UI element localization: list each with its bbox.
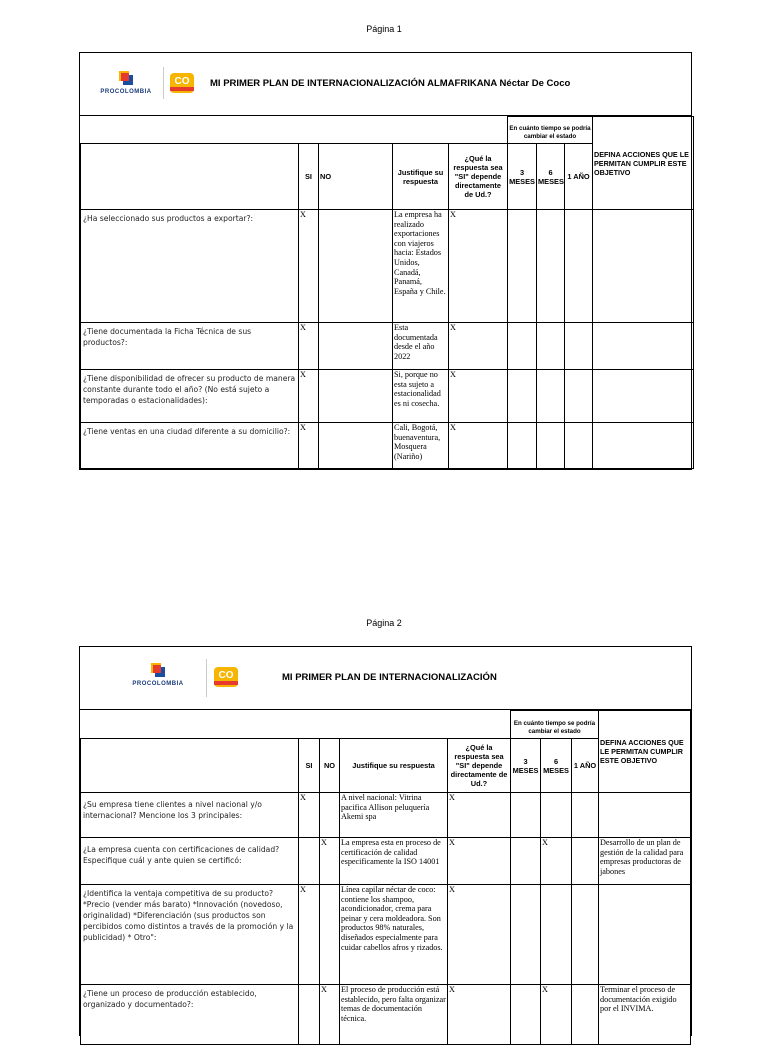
procolombia-logo: PROCOLOMBIA: [128, 663, 188, 687]
1-year-header: 1 AÑO: [565, 144, 593, 210]
depends-header: ¿Qué la respuesta sea "SI" depende directamente de Ud.?: [449, 144, 508, 210]
question-cell: ¿Identifica la ventaja competitiva de su producto? *Precio (vender más barato) *Innovación (novedoso, originalidad) *Diferenciación (sus productos son percibidos como distintos a través de la promoción y la publicidad) * Otro":: [81, 885, 299, 985]
depends-cell: X: [448, 793, 511, 838]
sheet-header: [80, 53, 691, 116]
page-title: MI PRIMER PLAN DE INTERNACIONALIZACIÓN ALMAFRIKANA Néctar De Coco: [210, 78, 571, 89]
depends-cell: X: [448, 838, 511, 885]
depends-header: ¿Qué la respuesta sea "SI" depende directamente de Ud.?: [448, 739, 511, 793]
plan-table: [80, 116, 694, 469]
depends-cell: X: [449, 423, 508, 469]
table-row: [81, 323, 694, 370]
depends-cell: X: [448, 985, 511, 1045]
no-cell: X: [320, 985, 340, 1045]
3-months-cell: [508, 210, 537, 323]
plan-table: [80, 710, 691, 1045]
si-cell: X: [299, 885, 320, 985]
actions-cell: [599, 793, 691, 838]
si-cell: [299, 985, 320, 1045]
3-months-cell: [508, 423, 537, 469]
page-label: Página 2: [366, 618, 402, 628]
3-months-cell: [508, 370, 537, 423]
6-months-cell: [541, 793, 572, 838]
1-year-header: 1 AÑO: [572, 739, 599, 793]
justify-cell: El proceso de producción está establecido, pero falta organizar temas de documentación técnica.: [340, 985, 448, 1045]
depends-cell: X: [449, 210, 508, 323]
1-year-cell: [572, 985, 599, 1045]
question-cell: ¿Tiene documentada la Ficha Técnica de sus productos?:: [81, 323, 299, 370]
justify-cell: La empresa esta en proceso de certificación de calidad especificamente la ISO 14001: [340, 838, 448, 885]
actions-header: DEFINA ACCIONES QUE LE PERMITAN CUMPLIR ESTE OBJETIVO: [593, 117, 694, 210]
no-cell: [319, 423, 393, 469]
time-group-header: En cuánto tiempo se podría cambiar el estado: [508, 117, 593, 144]
no-cell: [320, 885, 340, 985]
table-row: [81, 985, 691, 1045]
justify-cell: La empresa ha realizado exportaciones con viajeros hacia: Estados Unidos, Canadá, Panamá, España y Chile.: [393, 210, 449, 323]
no-cell: [319, 370, 393, 423]
plan-sheet: [79, 646, 692, 1036]
actions-cell: Desarrollo de un plan de gestión de la calidad para empresas productoras de jabones: [599, 838, 691, 885]
procolombia-logo: PROCOLOMBIA: [96, 71, 156, 95]
no-cell: [320, 793, 340, 838]
actions-cell: [593, 370, 694, 423]
table-row: [81, 885, 691, 985]
6-months-cell: [537, 370, 565, 423]
no-header: NO: [319, 144, 393, 210]
1-year-cell: [565, 370, 593, 423]
table-row: [81, 370, 694, 423]
table-row: [81, 423, 694, 469]
3-months-header: 3 MESES: [508, 144, 537, 210]
3-months-cell: [511, 793, 541, 838]
justify-header: Justifique su respuesta: [340, 739, 448, 793]
1-year-cell: [572, 838, 599, 885]
3-months-header: 3 MESES: [511, 739, 541, 793]
question-cell: ¿Tiene un proceso de producción establecido, organizado y documentado?:: [81, 985, 299, 1045]
si-cell: X: [299, 323, 319, 370]
no-cell: [319, 323, 393, 370]
6-months-cell: X: [541, 985, 572, 1045]
table-row: [81, 838, 691, 885]
actions-cell: Terminar el proceso de documentación exigido por el INVIMA.: [599, 985, 691, 1045]
justify-cell: Si, porque no esta sujeto a estacionalidad es ni cosecha.: [393, 370, 449, 423]
question-cell: ¿Tiene ventas en una ciudad diferente a su domicilio?:: [81, 423, 299, 469]
6-months-header: 6 MESES: [541, 739, 572, 793]
si-cell: X: [299, 370, 319, 423]
si-cell: X: [299, 210, 319, 323]
sheet-header: [80, 647, 691, 710]
3-months-cell: [511, 838, 541, 885]
3-months-cell: [508, 323, 537, 370]
page-title: MI PRIMER PLAN DE INTERNACIONALIZACIÓN: [282, 672, 497, 683]
6-months-cell: [537, 323, 565, 370]
no-header: NO: [320, 739, 340, 793]
si-header: SI: [299, 144, 319, 210]
question-cell: ¿Ha seleccionado sus productos a exportar?:: [81, 210, 299, 323]
actions-header: DEFINA ACCIONES QUE LE PERMITAN CUMPLIR ESTE OBJETIVO: [599, 711, 691, 793]
table-row: [81, 210, 694, 323]
actions-cell: [593, 210, 694, 323]
1-year-cell: [572, 793, 599, 838]
si-cell: [299, 838, 320, 885]
colombia-co-logo: CO: [170, 73, 194, 93]
justify-cell: Cali, Bogotá, buenaventura, Mosquera (Nariño): [393, 423, 449, 469]
justify-cell: Esta documentada desde el año 2022: [393, 323, 449, 370]
si-cell: X: [299, 423, 319, 469]
3-months-cell: [511, 885, 541, 985]
6-months-cell: [537, 423, 565, 469]
page-label: Página 1: [366, 24, 402, 34]
actions-cell: [593, 423, 694, 469]
colombia-co-logo: CO: [214, 667, 238, 687]
1-year-cell: [572, 885, 599, 985]
no-cell: X: [320, 838, 340, 885]
table-row: [81, 793, 691, 838]
1-year-cell: [565, 423, 593, 469]
si-header: SI: [299, 739, 320, 793]
question-cell: ¿La empresa cuenta con certificaciones de calidad? Especifique cuál y ante quien se certificó:: [81, 838, 299, 885]
si-cell: X: [299, 793, 320, 838]
justify-header: Justifique su respuesta: [393, 144, 449, 210]
6-months-cell: X: [541, 838, 572, 885]
6-months-cell: [541, 885, 572, 985]
1-year-cell: [565, 210, 593, 323]
plan-sheet: [79, 52, 692, 470]
depends-cell: X: [449, 370, 508, 423]
1-year-cell: [565, 323, 593, 370]
justify-cell: Línea capilar néctar de coco: contiene los shampoo, acondicionador, crema para peinar y cera moldeadora. Son productos 98% naturales, diseñados especialmente para cuidar cabellos afros y rizados.: [340, 885, 448, 985]
6-months-header: 6 MESES: [537, 144, 565, 210]
question-cell: ¿Tiene disponibilidad de ofrecer su producto de manera constante durante todo el año? (No está sujeto a temporadas o estacionalidades):: [81, 370, 299, 423]
actions-cell: [599, 885, 691, 985]
actions-cell: [593, 323, 694, 370]
justify-cell: A nivel nacional: Vitrina pacifica Allison peluquería Akemi spa: [340, 793, 448, 838]
3-months-cell: [511, 985, 541, 1045]
question-cell: ¿Su empresa tiene clientes a nivel nacional y/o internacional? Mencione los 3 principales:: [81, 793, 299, 838]
6-months-cell: [537, 210, 565, 323]
no-cell: [319, 210, 393, 323]
time-group-header: En cuánto tiempo se podría cambiar el estado: [511, 711, 599, 739]
depends-cell: X: [449, 323, 508, 370]
depends-cell: X: [448, 885, 511, 985]
